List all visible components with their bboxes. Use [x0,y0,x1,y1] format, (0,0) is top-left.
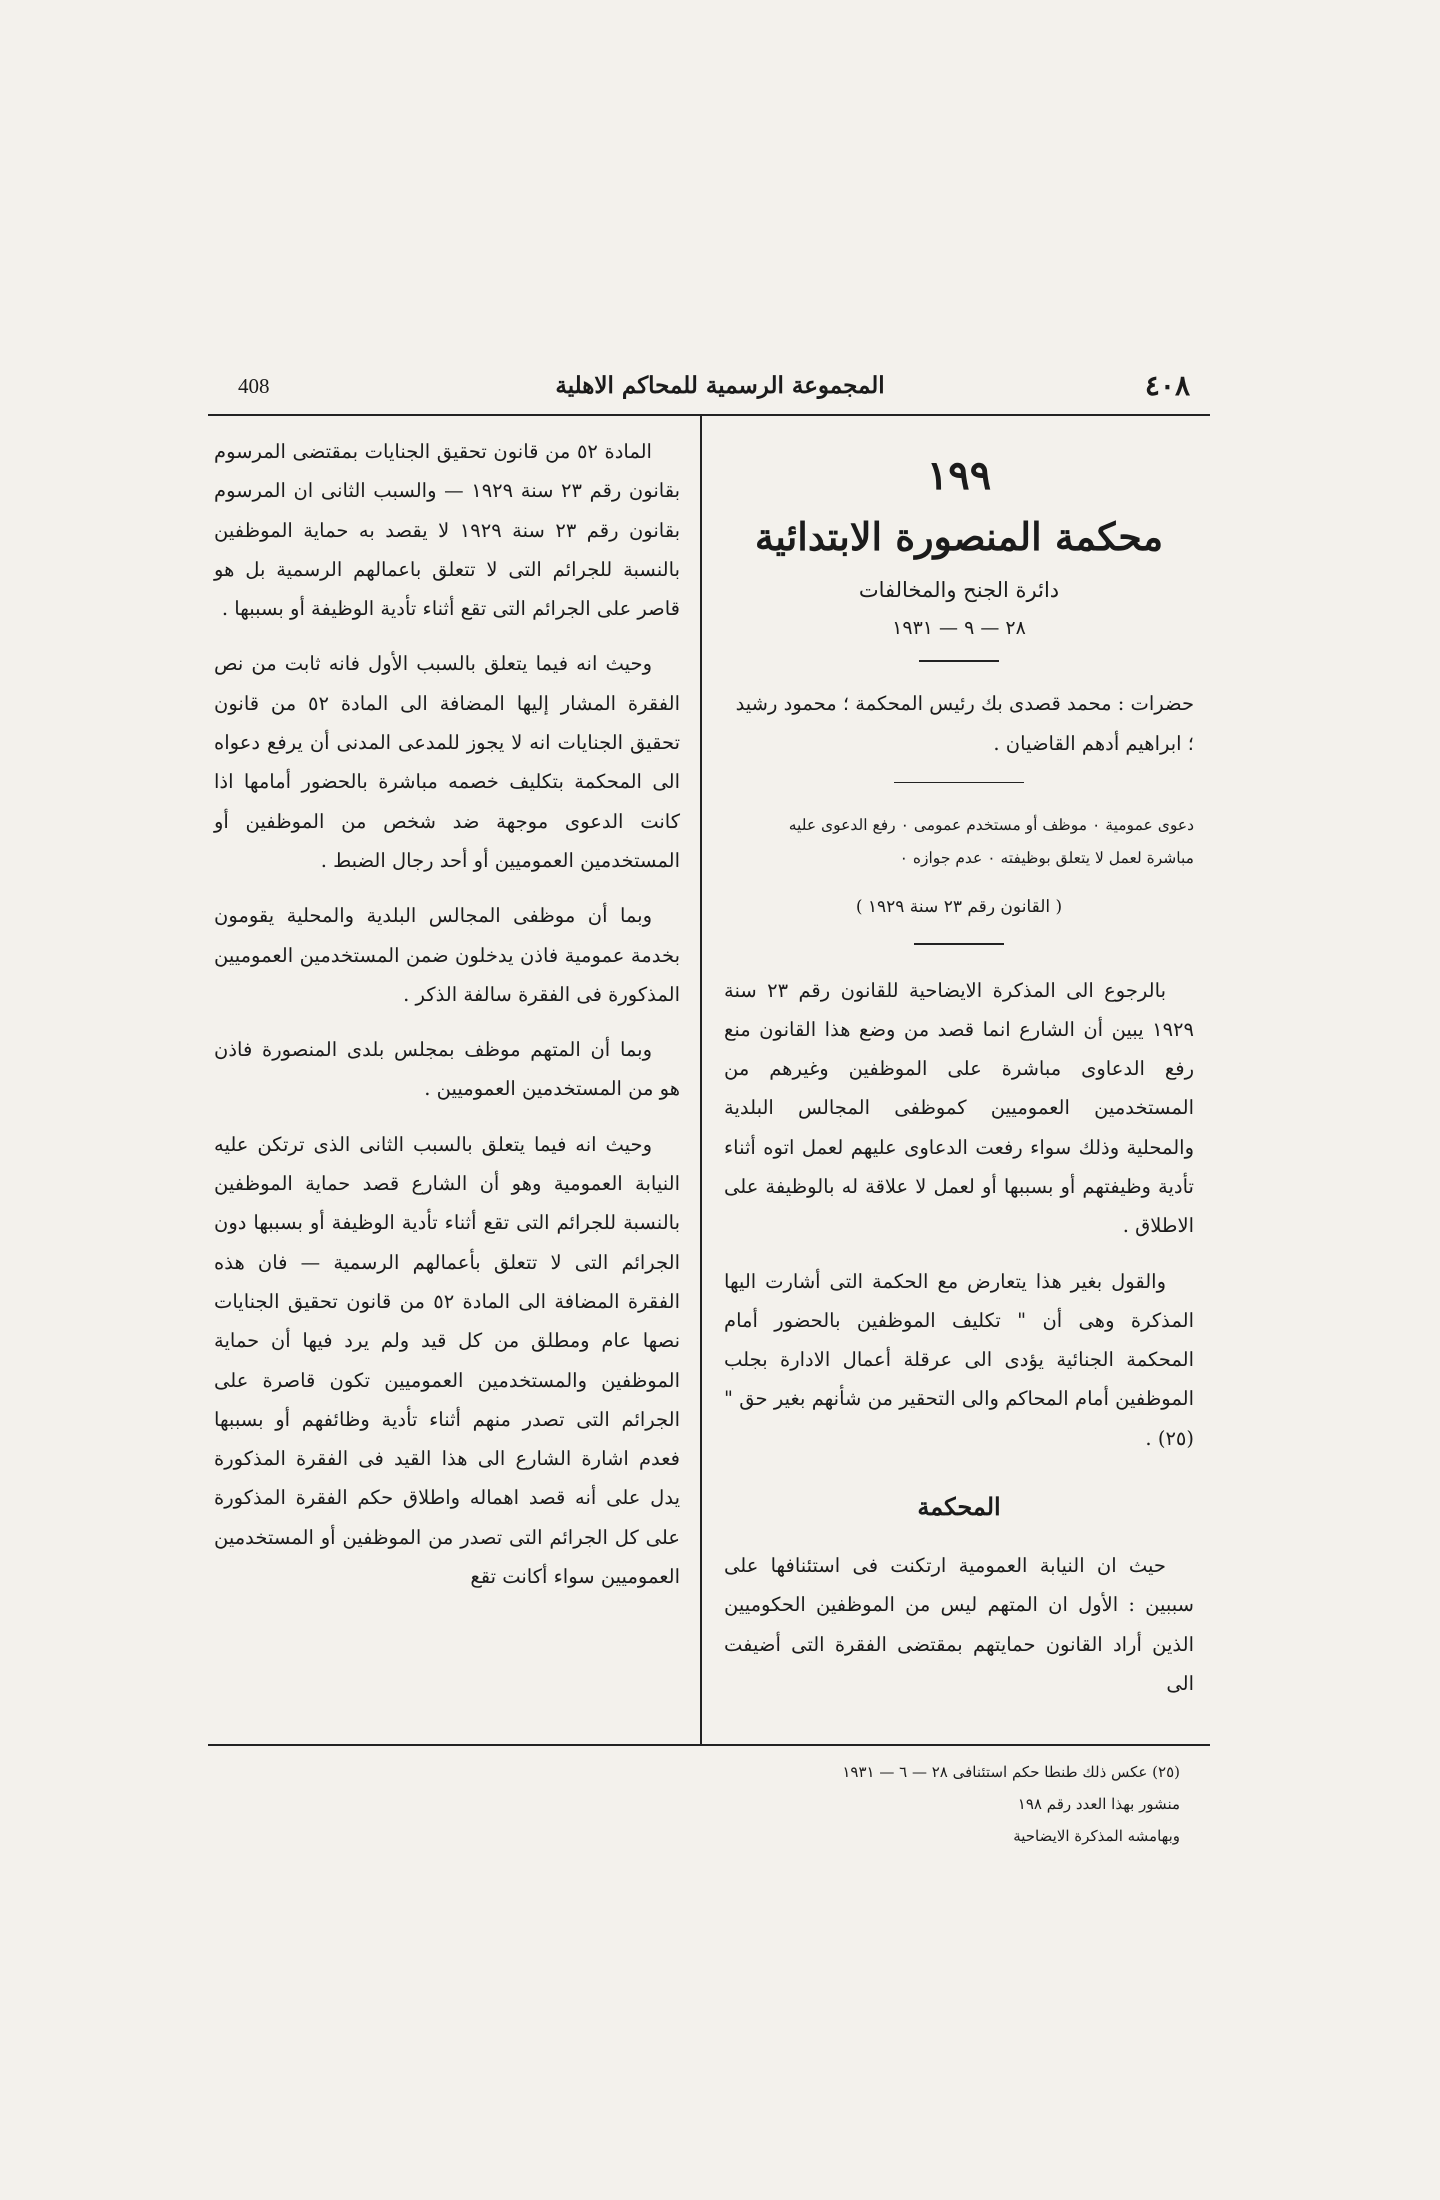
judgment-date: ٢٨ — ٩ — ١٩٣١ [892,617,1026,639]
footnotes [740,1756,1180,1852]
section-title: المحكمة [917,1492,1001,1522]
running-header-title: المجموعة الرسمية للمحاكم الاهلية [555,372,885,399]
body-paragraph: وحيث انه فيما يتعلق بالسبب الأول فانه ثابت من نص الفقرة المشار إليها المضافة الى المادة ٥٢ من قانون تحقيق الجنايات انه لا يجوز للمدعى المدنى أن يرفع دعواه الى المحكمة بتكليف خصمه مباشرة بالحضور أمامها اذا كانت الدعوى موجهة ضد شخص من الموظفين أو المستخدمين العموميين أو أحد رجال الضبط . [214,652,680,872]
right-column [724,446,1194,1719]
law-reference: ( القانون رقم ٢٣ سنة ١٩٢٩ ) [855,897,1063,917]
page-number-arabic: ٤٠٨ [1144,369,1190,402]
court-paragraph: حيث ان النيابة العمومية ارتكنت فى استئنافها على سببين : الأول ان المتهم ليس من الموظفين الحكوميين الذين أراد القانون حمايتهم بمقتضى الفقرة التى أضيفت الى [724,1554,1194,1695]
body-paragraph: وبما أن المتهم موظف بمجلس بلدى المنصورة فاذن هو من المستخدمين العموميين . [214,1038,680,1101]
footnote-line: (٢٥) عكس ذلك طنطا حكم استئنافى ٢٨ — ٦ — ١٩٣١ [842,1763,1180,1781]
footnote-rule [208,1744,1210,1746]
divider [919,660,999,662]
page-number-latin: 408 [238,374,270,398]
footnote-line: وبهامشه المذكرة الايضاحية [1013,1827,1180,1845]
column-divider [700,416,702,1744]
keywords-line: دعوى عمومية ٠ موظف أو مستخدم عمومى ٠ رفع الدعوى عليه [788,816,1194,834]
keywords-line: مباشرة لعمل لا يتعلق بوظيفته ٠ عدم جوازه ٠ [899,849,1194,867]
body-paragraph: وحيث انه فيما يتعلق بالسبب الثانى الذى ترتكن عليه النيابة العمومية وهو أن الشارع قصد حماية الموظفين بالنسبة للجرائم التى تقع أثناء تأدية الوظيفة أو بسببها دون الجرائم التى لا تتعلق بأعمالهم الرسمية — فان هذه الفقرة المضافة الى المادة ٥٢ من قانون تحقيق الجنايات نصها عام ومطلق من كل قيد ولم يرد فيها أن حماية الموظفين والمستخدمين العموميين تكون قاصرة على الجرائم التى تصدر منهم أثناء تأدية وظائفهم أو بسببها فعدم اشارة الشارع الى هذا القيد فى الفقرة المذكورة يدل على أنه قصد اهماله واطلاق حكم الفقرة المذكورة على كل الجرائم التى تصدر من الموظفين أو المستخدمين العموميين سواء أكانت تقع [214,1132,680,1589]
court-name: محكمة المنصورة الابتدائية [754,514,1164,559]
header-rule [208,414,1210,416]
body-paragraph: المادة ٥٢ من قانون تحقيق الجنايات بمقتضى المرسوم بقانون رقم ٢٣ سنة ١٩٢٩ — والسبب الثانى ان المرسوم بقانون رقم ٢٣ سنة ١٩٢٩ لا يقصد به حماية الموظفين بالنسبة للجرائم التى لا تتعلق باعمالهم الرسمية بل هو قاصر على الجرائم التى تقع أثناء تأدية الوظيفة أو بسببها . [214,440,681,621]
case-number: ١٩٩ [926,452,992,499]
divider [894,782,1024,784]
body-paragraph: وبما أن موظفى المجالس البلدية والمحلية يقومون بخدمة عمومية فاذن يدخلون ضمن المستخدمين العموميين المذكورة فى الفقرة سالفة الذكر . [214,904,680,1006]
summary-paragraph: بالرجوع الى المذكرة الايضاحية للقانون رقم ٢٣ سنة ١٩٢٩ يبين أن الشارع انما قصد من وضع هذا القانون منع رفع الدعاوى مباشرة على الموظفين وغيرهم من المستخدمين العموميين كموظفى المجالس البلدية والمحلية وذلك سواء رفعت الدعاوى عليهم لعمل اتوه أثناء تأدية وظيفتهم أو بسببها أو لعمل لا علاقة له بالوظيفة على الاطلاق . [724,978,1194,1238]
judges-line: حضرات : محمد قصدى بك رئيس المحكمة ؛ محمود رشيد ؛ ابراهيم أدهم القاضيان . [735,691,1194,755]
divider [914,943,1004,945]
footnote-line: منشور بهذا العدد رقم ١٩٨ [1017,1795,1180,1813]
court-circuit: دائرة الجنح والمخالفات [858,578,1060,602]
left-column [214,432,680,1612]
summary-paragraph: والقول بغير هذا يتعارض مع الحكمة التى أشارت اليها المذكرة وهى أن " تكليف الموظفين بالحضور أمام المحكمة الجنائية يؤدى الى عرقلة أعمال الادارة بجلب الموظفين أمام المحاكم والى التحقير من شأنهم بغير حق " (٢٥) . [724,1269,1194,1450]
